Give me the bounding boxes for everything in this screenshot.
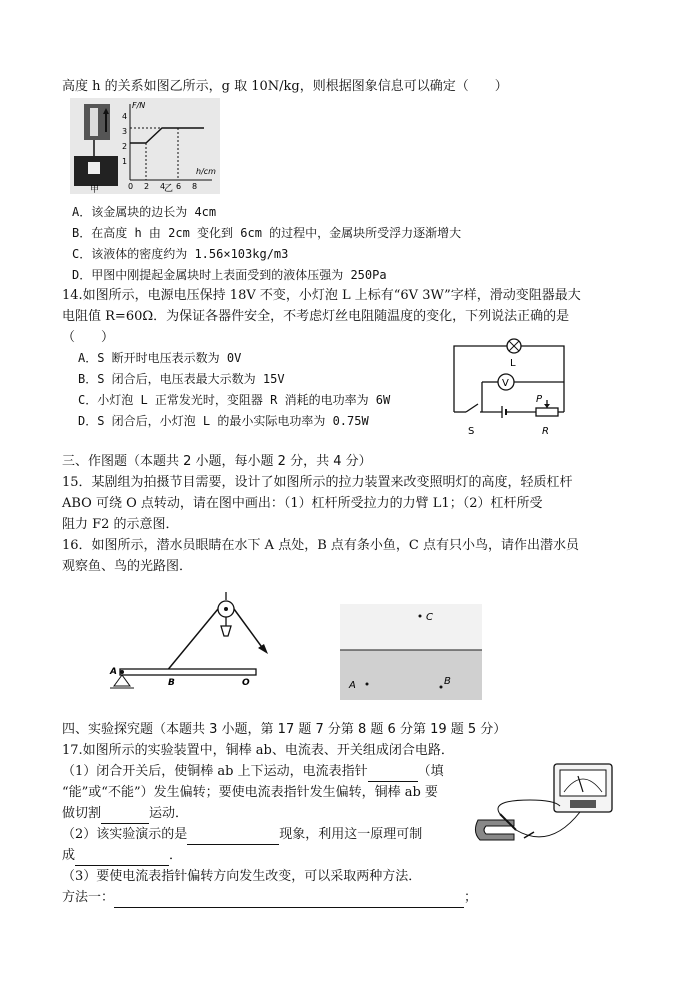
- q17-part1-text-d: 做切割: [62, 806, 102, 821]
- q17-part2-text-d: ．: [169, 848, 183, 863]
- y-tick-label: 1: [122, 157, 128, 166]
- y-tick-label: 2: [122, 142, 128, 151]
- q17-part1-line1: [62, 762, 444, 782]
- q17-blank-1[interactable]: [368, 767, 418, 782]
- q17-blank-2[interactable]: [101, 809, 149, 824]
- slider-label: P: [536, 394, 543, 405]
- rheostat-label: R: [542, 426, 549, 437]
- q15-lever-figure: [108, 592, 278, 702]
- x-tick-label: 6: [176, 182, 182, 191]
- q14-line-2: 电阻值 R=60Ω．为保证各器件安全，不考虑灯丝电阻随温度的变化，下列说法正确的是: [62, 309, 570, 324]
- q17-part2-text-a: （2）该实验演示的是: [62, 827, 188, 842]
- q17-part2-line1: [62, 825, 422, 845]
- voltmeter-label: V: [502, 378, 509, 389]
- q13-option-b: B．在高度 h 由 2cm 变化到 6cm 的过程中，金属块所受浮力逐渐增大: [72, 226, 462, 240]
- point-a-label: A: [349, 680, 356, 691]
- q17-part1-text-b: （填: [417, 764, 444, 779]
- lever-point-o: O: [242, 678, 250, 688]
- q15-line-1: 15．某剧组为拍摄节目需要，设计了如图所示的拉力装置来改变照明灯的高度，轻质杠杆: [62, 475, 573, 490]
- lever-point-a: A: [110, 667, 117, 677]
- q17-part1-line3: [62, 804, 188, 824]
- q16-water-figure: [340, 604, 482, 700]
- q13-option-c: C．该液体的密度约为 1.56×103kg/m3: [72, 247, 289, 261]
- q17-blank-4[interactable]: [75, 851, 169, 866]
- q14-option-a: A．S 断开时电压表示数为 0V: [78, 351, 242, 365]
- q17-line-1: 17.如图所示的实验装置中，铜棒 ab、电流表、开关组成闭合电路．: [62, 743, 454, 758]
- q17-apparatus-figure: [470, 760, 620, 856]
- x-tick-label: 8: [192, 182, 198, 191]
- lever-point-b: B: [168, 678, 175, 688]
- section-3-title: 三、作图题（本题共 2 小题，每小题 2 分，共 4 分）: [62, 454, 372, 469]
- section-4-title: 四、实验探究题（本题共 3 小题，第 17 题 7 分第 8 题 6 分第 19 题 5 分）: [62, 722, 507, 737]
- graph-y-label: F/N: [132, 101, 146, 110]
- q17-part1-line2: “能”或“不能”）发生偏转；要使电流表指针发生偏转，铜棒 ab 要: [62, 785, 438, 800]
- point-c-label: C: [426, 612, 433, 623]
- q13-option-a: A．该金属块的边长为 4cm: [72, 205, 217, 219]
- q17-part3: （3）要使电流表指针偏转方向发生改变，可以采取两种方法．: [62, 869, 422, 884]
- y-tick-label: 3: [122, 127, 128, 136]
- q17-part1-text-e: 运动．: [149, 806, 189, 821]
- y-tick-label: 4: [122, 112, 128, 121]
- q17-part2-text-b: 现象，利用这一原理可制: [279, 827, 423, 842]
- q13-option-d: D．甲图中刚提起金属块时上表面受到的液体压强为 250Pa: [72, 268, 387, 282]
- q14-option-c: C．小灯泡 L 正常发光时，变阻器 R 消耗的电功率为 6W: [78, 393, 391, 407]
- q17-part2-text-c: 成: [62, 848, 76, 863]
- label-jia: 甲: [90, 185, 100, 194]
- q15-line-2: ABO 可绕 O 点转动，请在图中画出：（1）杠杆所受拉力的力臂 L1；（2）杠杆所受: [62, 496, 543, 511]
- q14-circuit: [446, 336, 580, 442]
- q15-line-3: 阻力 F2 的示意图．: [62, 517, 179, 532]
- method-1-blank[interactable]: [114, 893, 464, 908]
- q16-line-1: 16．如图所示，潜水员眼睛在水下 A 点处，B 点有条小鱼，C 点有只小鸟，请作出潜水员: [62, 538, 579, 553]
- q17-method-1: [62, 888, 477, 908]
- x-tick-label: 2: [144, 182, 150, 191]
- q17-part1-text-a: （1）闭合开关后，使铜棒 ab 上下运动，电流表指针: [62, 764, 368, 779]
- q17-part2-line2: [62, 846, 182, 866]
- q16-line-2: 观察鱼、鸟的光路图．: [62, 559, 193, 574]
- switch-label: S: [468, 426, 475, 437]
- method-1-label: 方法一：: [62, 890, 115, 905]
- q17-blank-3[interactable]: [187, 830, 279, 845]
- q14-paren: （ ）: [62, 330, 115, 345]
- lamp-label: L: [510, 358, 516, 369]
- point-b-label: B: [444, 676, 451, 687]
- method-1-end: ；: [464, 890, 478, 905]
- q13-stem: 高度 h 的关系如图乙所示，g 取 10N/kg，则根据图象信息可以确定（ ）: [62, 79, 508, 94]
- label-yi: 乙: [164, 184, 174, 194]
- q13-figure: [70, 98, 220, 194]
- x-tick-label: 4: [160, 182, 166, 191]
- x-tick-label: 0: [128, 182, 134, 191]
- q14-line-1: 14.如图所示，电源电压保持 18V 不变，小灯泡 L 上标有“6V 3W”字样，滑动变阻器最大: [62, 288, 581, 303]
- q14-option-d: D．S 闭合后，小灯泡 L 的最小实际电功率为 0.75W: [78, 414, 369, 428]
- q14-option-b: B．S 闭合后，电压表最大示数为 15V: [78, 372, 285, 386]
- graph-x-label: h/cm: [196, 167, 216, 176]
